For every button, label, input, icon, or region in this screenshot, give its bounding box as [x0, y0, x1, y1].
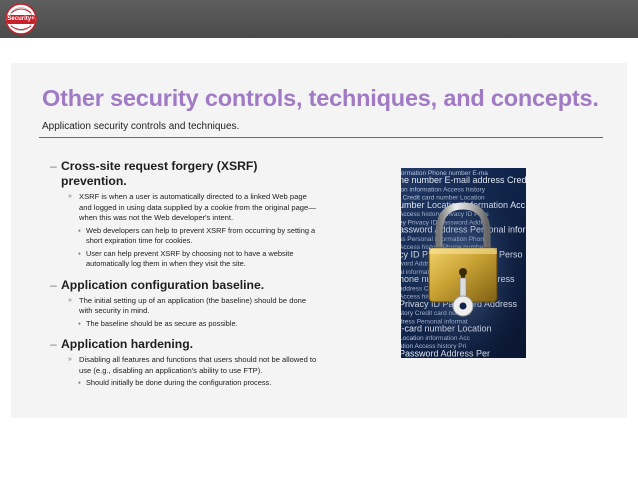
- section-baseline: [50, 278, 320, 330]
- sub-bullet-point: [78, 249, 320, 270]
- dash-bullet-icon: –: [50, 159, 57, 173]
- section-heading-text: Cross-site request forgery (XSRF) prevention.: [61, 159, 258, 188]
- bullet-text: The initial setting up of an application (the baseline) should be done with security in mind.: [79, 295, 307, 315]
- bullet-content: [50, 159, 320, 397]
- security-plus-logo: [4, 3, 38, 35]
- section-heading: [50, 337, 320, 352]
- padlock-image: [401, 168, 526, 358]
- top-bar: [0, 0, 638, 38]
- sub-bullet-point: [78, 319, 320, 330]
- bullet-point: [68, 355, 320, 376]
- slide-title: Other security controls, techniques, and concepts.: [42, 85, 599, 111]
- sub-bullet-text: Should initially be done during the configuration process.: [86, 378, 272, 387]
- section-heading: [50, 159, 320, 189]
- section-xsrf: [50, 159, 320, 270]
- divider: [39, 137, 603, 138]
- dot-bullet-icon: ▪: [78, 318, 81, 328]
- sub-bullet-text: User can help prevent XSRF by choosing not to have a website automatically log them in when they visit the site.: [86, 248, 294, 268]
- chevron-bullet-icon: »: [68, 356, 72, 363]
- sub-bullet-point: [78, 378, 320, 389]
- dash-bullet-icon: –: [50, 277, 57, 292]
- slide-subtitle: Application security controls and techniques.: [42, 121, 240, 132]
- chevron-bullet-icon: »: [68, 296, 72, 304]
- bullet-point: [68, 192, 320, 224]
- section-heading-text: Application configuration baseline.: [61, 277, 265, 292]
- dash-bullet-icon: –: [50, 337, 57, 351]
- section-hardening: [50, 337, 320, 389]
- bullet-text: Disabling all features and functions that users should not be allowed to use (e.g., disabling an application's ability to use FTP).: [79, 355, 317, 375]
- sub-bullet-text: Web developers can help to prevent XSRF from occurring by setting a short expiration time for cookies.: [86, 225, 316, 245]
- sub-bullet-text: The baseline should be as secure as possible.: [86, 318, 238, 328]
- dot-bullet-icon: ▪: [78, 225, 81, 235]
- dot-bullet-icon: ▪: [78, 378, 81, 387]
- bullet-text: XSRF is when a user is automatically directed to a linked Web page and logged in using data supplied by a cookie from the original page—when this was not the Web developer's intent.: [79, 192, 316, 222]
- dot-bullet-icon: ▪: [78, 248, 81, 258]
- sub-bullet-point: [78, 226, 320, 247]
- logo-label: Security+: [7, 16, 35, 22]
- section-heading: [50, 278, 320, 293]
- slide: [11, 63, 627, 418]
- bullet-point: [68, 296, 320, 317]
- chevron-bullet-icon: »: [68, 193, 72, 200]
- section-heading-text: Application hardening.: [61, 337, 194, 351]
